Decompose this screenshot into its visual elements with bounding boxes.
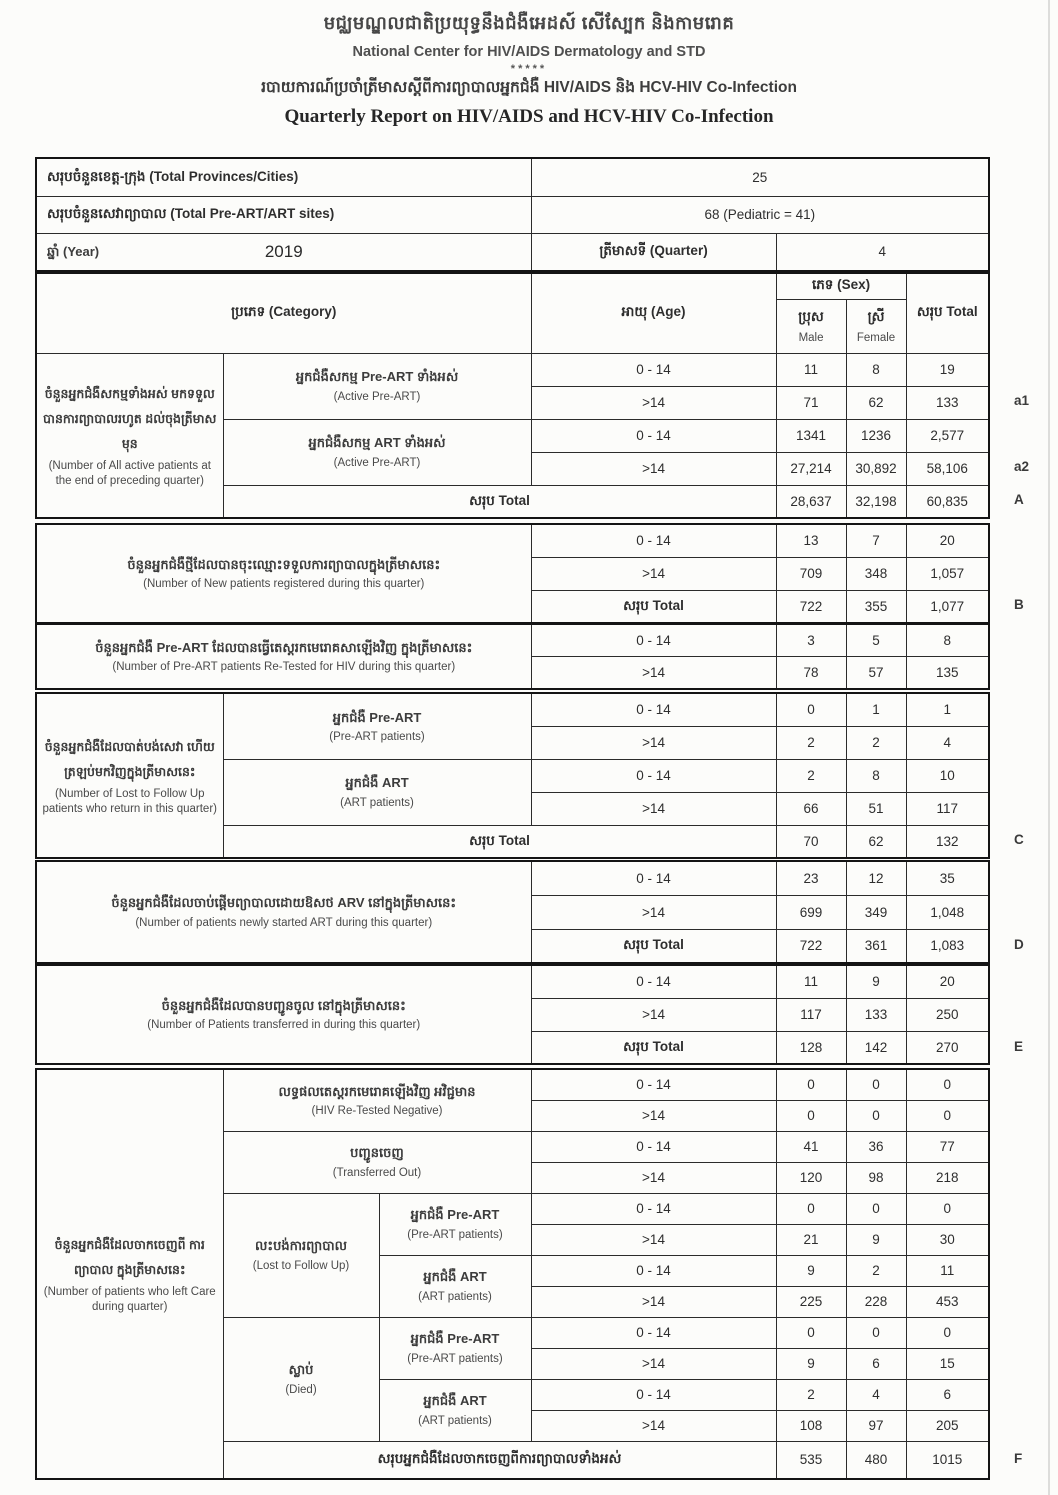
female-count-cell: 9 [846,965,906,998]
female-count-cell: 62 [846,386,906,419]
male-header-khmer: ប្រុស [798,309,824,324]
female-count-cell: 349 [846,895,906,929]
f-died-pre-art-khmer: អ្នកជំងឺ Pre-ART [410,1331,500,1347]
male-count-cell: 0 [776,693,846,726]
male-count-cell: 0 [776,1100,846,1131]
female-count-cell: 8 [846,759,906,792]
total-count-cell: 1 [906,693,989,726]
age-cell: 0 - 14 [531,623,776,656]
age-cell: >14 [531,1100,776,1131]
male-count-cell: 535 [776,1441,846,1479]
org-name-english: National Center for HIV/AIDS Dermatology and STD [352,43,706,60]
age-cell: >14 [531,792,776,825]
total-count-cell: 270 [906,1031,989,1064]
female-count-cell: 5 [846,623,906,656]
f-died-art-khmer: អ្នកជំងឺ ART [423,1393,487,1409]
age-cell: >14 [531,452,776,485]
female-count-cell: 480 [846,1441,906,1479]
female-count-cell: 98 [846,1162,906,1193]
f-ltfu-pre-art-khmer: អ្នកជំងឺ Pre-ART [410,1207,500,1223]
total-count-cell: 20 [906,524,989,557]
age-cell: 0 - 14 [531,861,776,895]
f-ltfu-pre-art-label [379,1193,531,1255]
female-count-cell: 2 [846,726,906,759]
c-group-art-english: (ART patients) [340,796,414,809]
female-count-cell: 51 [846,792,906,825]
sites-value: 68 (Pediatric = 41) [531,196,989,233]
female-count-cell: 57 [846,656,906,689]
total-count-cell: 6 [906,1379,989,1410]
total-count-cell: 1015 [906,1441,989,1479]
female-count-cell: 142 [846,1031,906,1064]
male-count-cell: 70 [776,825,846,858]
c-group-pre-art-label [223,693,531,759]
female-count-cell: 133 [846,998,906,1031]
female-count-cell: 12 [846,861,906,895]
year-quarter-row [36,233,989,271]
a-group-pre-art-khmer: អ្នកជំងឺសកម្ម Pre-ART ទាំងអស់ [295,369,459,385]
male-count-cell: 2 [776,1379,846,1410]
section-b1-label-english: (Number of New patients registered during this quarter) [143,577,425,590]
male-count-cell: 78 [776,656,846,689]
section-b-box [35,523,990,690]
male-count-cell: 120 [776,1162,846,1193]
age-cell: >14 [531,1348,776,1379]
female-count-cell: 62 [846,825,906,858]
age-cell: 0 - 14 [531,693,776,726]
section-b2-label [36,623,531,689]
section-c-box [35,692,990,859]
f-group-ltfu-english: (Lost to Follow Up) [252,1259,350,1272]
male-count-cell: 9 [776,1255,846,1286]
male-header-english: Male [798,332,824,344]
report-title-english: Quarterly Report on HIV/AIDS and HCV-HIV Co-Infection [284,105,774,127]
section-b1-label [36,524,531,623]
female-count-cell: 348 [846,557,906,590]
age-cell: 0 - 14 [531,1317,776,1348]
margin-code-a: A [1014,492,1024,507]
section-a-table [35,272,990,519]
male-count-cell: 9 [776,1348,846,1379]
female-count-cell: 7 [846,524,906,557]
f-group-retested-label [223,1069,531,1131]
total-count-cell: 0 [906,1100,989,1131]
female-count-cell: 0 [846,1317,906,1348]
total-count-cell: 1,077 [906,590,989,623]
male-count-cell: 722 [776,590,846,623]
quarter-value: 4 [776,233,989,271]
total-count-cell: 1,048 [906,895,989,929]
section-f-label-english: (Number of patients who left Care during quarter) [43,1286,216,1313]
section-a-label [36,353,223,518]
year-label: ឆ្នាំ (Year) [47,243,100,259]
total-count-cell: 15 [906,1348,989,1379]
total-count-cell: 4 [906,726,989,759]
total-count-cell: 0 [906,1069,989,1100]
section-b2-label-khmer: ចំនួនអ្នកជំងឺ Pre-ART ដែលបានធ្វើតេស្តរកមេរោគសាឡើងវិញ ក្នុងត្រីមាសនេះ [95,639,473,655]
table-row [36,1069,989,1100]
info-table [35,157,990,272]
a-group-pre-art-english: (Active Pre-ART) [333,390,421,403]
f-group-died-label [223,1317,379,1441]
section-c-label [36,693,223,858]
female-count-cell: 4 [846,1379,906,1410]
scan-artifact-line [1048,0,1050,1495]
quarter-label: ត្រីមាសទី (Quarter) [531,233,776,271]
section-b-table [35,523,990,690]
age-cell: >14 [531,386,776,419]
section-b2-label-english: (Number of Pre-ART patients Re-Tested for HIV during this quarter) [112,660,456,673]
female-count-cell: 36 [846,1131,906,1162]
section-c-label-english: (Number of Lost to Follow Up patients who return in this quarter) [42,787,217,815]
age-cell: 0 - 14 [531,1193,776,1224]
section-c-table [35,692,990,859]
female-count-cell: 0 [846,1069,906,1100]
table-row [36,524,989,557]
report-title-khmer: របាយការណ៍ប្រចាំត្រីមាសស្តីពីការព្យាបាលអ្នកជំងឺ HIV/AIDS និង HCV-HIV Co-Infection [261,79,797,97]
total-count-cell: 218 [906,1162,989,1193]
female-count-cell: 97 [846,1410,906,1441]
age-cell: >14 [531,1224,776,1255]
age-cell: 0 - 14 [531,1379,776,1410]
section-e-label-english: (Number of Patients transferred in during this quarter) [147,1019,421,1032]
total-row-label: សរុប Total [531,590,776,623]
table-row [36,353,989,386]
a-group-art-khmer: អ្នកជំងឺសកម្ម ART ទាំងអស់ [308,435,446,451]
female-header-english: Female [856,332,896,344]
c-group-pre-art-khmer: អ្នកជំងឺ Pre-ART [332,709,422,725]
female-count-cell: 2 [846,1255,906,1286]
section-d-label-english: (Number of patients newly started ART during this quarter) [135,916,433,929]
male-count-cell: 108 [776,1410,846,1441]
section-c-label-khmer: ចំនួនអ្នកជំងឺដែលបាត់បង់សេវា ហើយត្រឡប់មកវិញក្នុងត្រីមាសនេះ [44,739,215,779]
f-group-retested-khmer: លទ្ធផលតេស្តរកមេរោគឡើងវិញ អវិជ្ជមាន [278,1083,476,1099]
f-died-art-label [379,1379,531,1441]
total-count-cell: 250 [906,998,989,1031]
female-count-cell: 355 [846,590,906,623]
male-count-cell: 1341 [776,419,846,452]
sites-row [36,196,989,233]
age-cell: 0 - 14 [531,965,776,998]
f-ltfu-art-khmer: អ្នកជំងឺ ART [423,1269,487,1285]
section-d-box [35,860,990,964]
f-group-transferred-out-english: (Transferred Out) [332,1166,422,1179]
total-count-cell: 11 [906,1255,989,1286]
age-cell: >14 [531,1410,776,1441]
table-row [36,965,989,998]
total-count-cell: 1,057 [906,557,989,590]
margin-code-d: D [1014,937,1024,952]
total-count-cell: 58,106 [906,452,989,485]
male-count-cell: 23 [776,861,846,895]
total-count-cell: 1,083 [906,929,989,963]
male-count-cell: 699 [776,895,846,929]
female-header-khmer: ស្រី [867,309,885,324]
total-row-label: សរុប Total [223,825,776,858]
year-cell [36,233,531,271]
age-cell: >14 [531,557,776,590]
section-b1-label-khmer: ចំនួនអ្នកជំងឺថ្មីដែលបានចុះឈ្មោះទទួលការព្យាបាលក្នុងត្រីមាសនេះ [127,556,441,572]
male-count-cell: 3 [776,623,846,656]
sites-label: សរុបចំនួនសេវាព្យាបាល (Total Pre-ART/ART sites) [36,196,531,233]
male-count-cell: 13 [776,524,846,557]
margin-code-e: E [1014,1039,1024,1054]
age-cell: >14 [531,998,776,1031]
document-header [0,12,1058,129]
total-count-cell: 133 [906,386,989,419]
f-group-ltfu-khmer: លះបង់ការព្យាបាល [255,1238,347,1254]
male-count-cell: 11 [776,353,846,386]
male-count-cell: 71 [776,386,846,419]
f-died-art-english: (ART patients) [418,1414,492,1427]
table-row [36,623,989,656]
age-cell: >14 [531,726,776,759]
age-cell: 0 - 14 [531,419,776,452]
f-died-pre-art-label [379,1317,531,1379]
f-ltfu-art-label [379,1255,531,1317]
total-header: សរុប Total [906,273,989,353]
total-count-cell: 30 [906,1224,989,1255]
c-group-art-label [223,759,531,825]
section-f-table [35,1068,990,1480]
section-e-table [35,964,990,1065]
age-cell: 0 - 14 [531,759,776,792]
female-count-cell: 8 [846,353,906,386]
age-cell: 0 - 14 [531,1131,776,1162]
female-count-cell: 228 [846,1286,906,1317]
female-count-cell: 1 [846,693,906,726]
a-group-pre-art-label [223,353,531,419]
male-count-cell: 27,214 [776,452,846,485]
total-count-cell: 19 [906,353,989,386]
total-count-cell: 0 [906,1193,989,1224]
section-f-label-khmer: ចំនួនអ្នកជំងឺដែលចាកចេញពី ការព្យាបាល ក្នុងត្រីមាសនេះ [54,1238,205,1278]
female-header [846,299,906,353]
f-group-ltfu-label [223,1193,379,1317]
org-name-khmer: មជ្ឈមណ្ឌលជាតិប្រយុទ្ធនឹងជំងឺអេដស៍ សើស្បែក និងកាមរោគ [323,13,735,33]
female-count-cell: 9 [846,1224,906,1255]
total-count-cell: 2,577 [906,419,989,452]
margin-code-c: C [1014,832,1024,847]
total-count-cell: 60,835 [906,485,989,518]
section-a-box [35,272,990,519]
total-row-label: សរុប Total [223,485,776,518]
male-header [776,299,846,353]
male-count-cell: 0 [776,1317,846,1348]
total-row-label: សរុប Total [531,929,776,963]
male-count-cell: 0 [776,1193,846,1224]
f-group-died-khmer: ស្លាប់ [288,1362,314,1378]
age-cell: 0 - 14 [531,1255,776,1286]
a-group-art-label [223,419,531,485]
section-e-box [35,964,990,1065]
c-group-art-khmer: អ្នកជំងឺ ART [345,775,409,791]
male-count-cell: 2 [776,759,846,792]
female-count-cell: 1236 [846,419,906,452]
c-group-pre-art-english: (Pre-ART patients) [329,730,425,743]
total-count-cell: 0 [906,1317,989,1348]
total-count-cell: 8 [906,623,989,656]
section-d-label [36,861,531,963]
total-count-cell: 35 [906,861,989,895]
year-value: 2019 [264,241,303,261]
female-count-cell: 0 [846,1193,906,1224]
total-count-cell: 20 [906,965,989,998]
category-header: ប្រភេទ (Category) [36,273,531,353]
female-count-cell: 32,198 [846,485,906,518]
margin-code-f: F [1014,1451,1023,1466]
age-cell: >14 [531,895,776,929]
total-count-cell: 10 [906,759,989,792]
age-cell: 0 - 14 [531,353,776,386]
f-group-transferred-out-label [223,1131,531,1193]
male-count-cell: 41 [776,1131,846,1162]
section-a-label-english: (Number of All active patients at the end of preceding quarter) [48,459,211,487]
margin-code-a2: a2 [1014,459,1030,474]
male-count-cell: 0 [776,1069,846,1100]
margin-code-a1: a1 [1014,393,1030,408]
male-count-cell: 117 [776,998,846,1031]
total-row-label: សរុប Total [531,1031,776,1064]
table-row [36,861,989,895]
a-group-art-english: (Active Pre-ART) [333,456,421,469]
female-count-cell: 361 [846,929,906,963]
male-count-cell: 28,637 [776,485,846,518]
age-cell: >14 [531,1286,776,1317]
total-row-label: សរុបអ្នកជំងឺដែលចាកចេញពីការព្យាបាលទាំងអស់ [223,1441,776,1479]
female-count-cell: 30,892 [846,452,906,485]
divider-stars: ***** [510,62,548,75]
f-group-transferred-out-khmer: បញ្ជូនចេញ [350,1145,404,1161]
sex-header: ភេទ (Sex) [776,273,906,299]
total-count-cell: 77 [906,1131,989,1162]
age-cell: >14 [531,1162,776,1193]
provinces-row [36,158,989,196]
male-count-cell: 709 [776,557,846,590]
age-cell: >14 [531,656,776,689]
column-header-row [36,273,989,299]
section-f-label [36,1069,223,1479]
section-f-box [35,1068,990,1480]
female-count-cell: 6 [846,1348,906,1379]
age-header: អាយុ (Age) [531,273,776,353]
provinces-value: 25 [531,158,989,196]
f-ltfu-art-english: (ART patients) [418,1290,492,1303]
section-e-label [36,965,531,1064]
section-d-label-khmer: ចំនួនអ្នកជំងឺដែលចាប់ផ្តើមព្យាបាលដោយឱសថ ARV នៅក្នុងត្រីមាសនេះ [111,895,457,911]
total-count-cell: 205 [906,1410,989,1441]
male-count-cell: 2 [776,726,846,759]
section-e-label-khmer: ចំនួនអ្នកជំងឺដែលបានបញ្ជូនចូល នៅក្នុងត្រីមាសនេះ [161,997,406,1013]
section-d-table [35,860,990,964]
total-count-cell: 117 [906,792,989,825]
provinces-label: សរុបចំនួនខេត្ត-ក្រុង (Total Provinces/Cities) [36,158,531,196]
male-count-cell: 66 [776,792,846,825]
f-died-pre-art-english: (Pre-ART patients) [407,1352,503,1365]
f-ltfu-pre-art-english: (Pre-ART patients) [407,1228,503,1241]
male-count-cell: 128 [776,1031,846,1064]
f-group-died-english: (Died) [285,1383,317,1396]
male-count-cell: 21 [776,1224,846,1255]
table-row [36,693,989,726]
male-count-cell: 225 [776,1286,846,1317]
female-count-cell: 0 [846,1100,906,1131]
info-box [35,157,990,272]
age-cell: 0 - 14 [531,1069,776,1100]
male-count-cell: 11 [776,965,846,998]
age-cell: 0 - 14 [531,524,776,557]
total-count-cell: 132 [906,825,989,858]
total-count-cell: 453 [906,1286,989,1317]
total-count-cell: 135 [906,656,989,689]
margin-code-b: B [1014,597,1024,612]
male-count-cell: 722 [776,929,846,963]
section-a-label-khmer: ចំនួនអ្នកជំងឺសកម្មទាំងអស់ មកទទួលបានការព្យាបាលរហូត ដល់ចុងត្រីមាសមុន [43,386,217,451]
f-group-retested-english: (HIV Re-Tested Negative) [311,1104,443,1117]
